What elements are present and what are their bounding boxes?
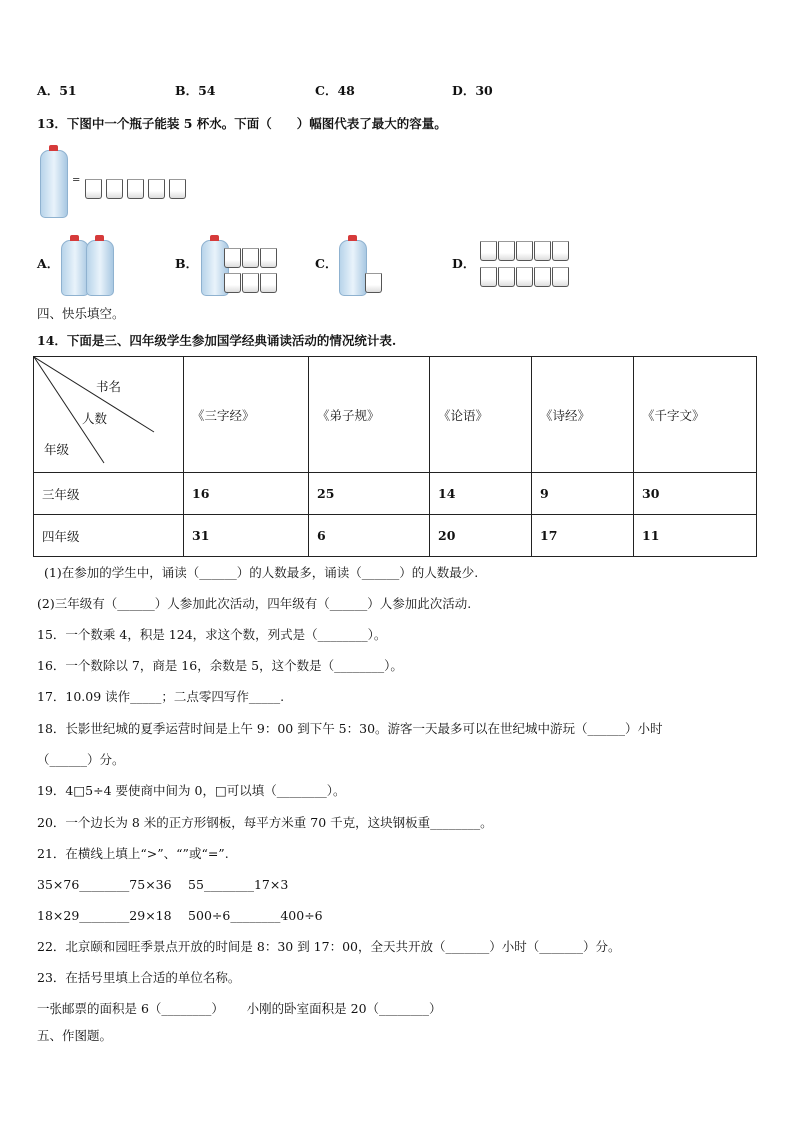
q15: 15．一个数乘 4，积是 124，求这个数，列式是（________）。	[37, 627, 387, 642]
table-cell: 20	[430, 515, 532, 557]
table-cell: 11	[634, 515, 757, 557]
reading-stats-table	[33, 356, 757, 557]
header-people: 人数	[82, 411, 108, 426]
q13-option-c: C．	[315, 256, 338, 271]
q23-items: 一张邮票的面积是 6（________） 小刚的卧室面积是 20（________）	[37, 1001, 442, 1016]
q19: 19．4□5÷4 要使商中间为 0，□可以填（________）。	[37, 783, 346, 798]
row-label: 三年级	[34, 473, 184, 515]
q14-sub1: (1)在参加的学生中，诵读（______）的人数最多，诵读（______）的人数最少.	[44, 565, 479, 580]
header-grade: 年级	[44, 442, 70, 457]
cup-icon	[85, 179, 102, 199]
q13-option-d: D．	[452, 256, 476, 271]
table-row	[34, 473, 757, 515]
cup-icon	[260, 248, 277, 268]
cup-icon	[365, 273, 382, 293]
cup-icon	[169, 179, 186, 199]
section-5-heading: 五、作图题。	[37, 1028, 113, 1043]
column-header: 《论语》	[430, 357, 532, 473]
cup-icon	[242, 248, 259, 268]
q20: 20．一个边长为 8 米的正方形钢板，每平方米重 70 千克，这块钢板重________。	[37, 815, 493, 830]
q13-text: 13．下图中一个瓶子能装 5 杯水。下面（ ）幅图代表了最大的容量。	[37, 116, 447, 131]
section-4-heading: 四、快乐填空。	[37, 306, 125, 321]
cup-icon	[106, 179, 123, 199]
q12-option-c: C．48	[315, 83, 355, 98]
table-cell: 17	[532, 515, 634, 557]
q21-row2: 18×29________29×18 500÷6________400÷6	[37, 908, 323, 923]
cup-icon	[127, 179, 144, 199]
q12-option-d: D．30	[452, 83, 493, 98]
q13-option-a: A．	[37, 256, 60, 271]
q18-line2: （______）分。	[37, 752, 125, 767]
table-cell: 30	[634, 473, 757, 515]
q22: 22．北京颐和园旺季景点开放的时间是 8：30 到 17：00，全天共开放（_______）小时（_______）分。	[37, 939, 621, 954]
column-header: 《诗经》	[532, 357, 634, 473]
q14-text: 14．下面是三、四年级学生参加国学经典诵读活动的情况统计表.	[37, 333, 397, 348]
column-header: 《三字经》	[184, 357, 309, 473]
bottle-icon	[40, 150, 68, 218]
table-row	[34, 515, 757, 557]
q23: 23．在括号里填上合适的单位名称。	[37, 970, 241, 985]
bottle-icon	[86, 240, 114, 296]
bottle-icon	[339, 240, 367, 296]
cup-icon	[148, 179, 165, 199]
bottle-icon	[61, 240, 89, 296]
cup-icon	[224, 273, 241, 293]
diagonal-header-cell	[34, 357, 184, 473]
table-cell: 16	[184, 473, 309, 515]
column-header: 《弟子规》	[309, 357, 430, 473]
q12-option-a: A．51	[37, 83, 77, 98]
row-label: 四年级	[34, 515, 184, 557]
cup-icon	[242, 273, 259, 293]
q21-row1: 35×76________75×36 55________17×3	[37, 877, 289, 892]
table-cell: 6	[309, 515, 430, 557]
q13-option-b: B．	[175, 256, 199, 271]
header-book: 书名	[96, 379, 122, 394]
q12-option-b: B．54	[175, 83, 216, 98]
cup-icon	[260, 273, 277, 293]
cup-icon	[224, 248, 241, 268]
table-cell: 9	[532, 473, 634, 515]
table-cell: 31	[184, 515, 309, 557]
q17: 17．10.09 读作_____；二点零四写作_____.	[37, 689, 285, 704]
equals-sign: =	[72, 175, 81, 186]
q16: 16．一个数除以 7，商是 16，余数是 5，这个数是（________）。	[37, 658, 403, 673]
q18-line1: 18．长影世纪城的夏季运营时间是上午 9：00 到下午 5：30。游客一天最多可以在世纪城中游玩（______）小时	[37, 721, 663, 736]
column-header: 《千字文》	[634, 357, 757, 473]
q21: 21．在横线上填上“>”、“”或“=”.	[37, 846, 229, 861]
table-cell: 14	[430, 473, 532, 515]
table-cell: 25	[309, 473, 430, 515]
q14-sub2: (2)三年级有（______）人参加此次活动，四年级有（______）人参加此次活动.	[37, 596, 472, 611]
